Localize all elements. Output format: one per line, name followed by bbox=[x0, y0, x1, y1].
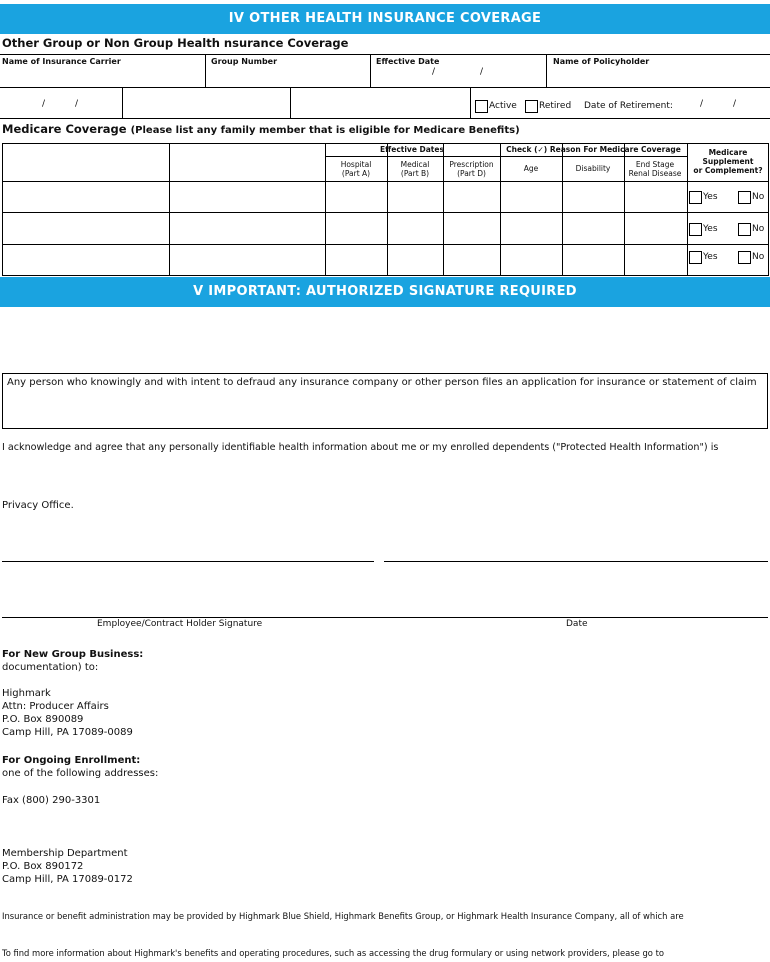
date-slash: / bbox=[700, 99, 704, 109]
supplement-label: Medicare Supplement or Complement? bbox=[693, 148, 763, 175]
section-v-banner: V IMPORTANT: AUTHORIZED SIGNATURE REQUIRED bbox=[0, 277, 770, 307]
ongoing-text: one of the following addresses: bbox=[2, 768, 159, 779]
address-line: P.O. Box 890089 bbox=[2, 714, 84, 725]
supplement-yes-checkbox[interactable] bbox=[689, 251, 702, 264]
address-line: Highmark bbox=[2, 688, 51, 699]
table-cell[interactable] bbox=[625, 213, 688, 245]
effective-date-field[interactable] bbox=[371, 54, 546, 87]
table-cell[interactable] bbox=[563, 213, 625, 245]
supplement-no-checkbox[interactable] bbox=[738, 251, 751, 264]
end-stage-label: End Stage Renal Disease bbox=[628, 160, 682, 178]
effective-dates-header: Effective Dates bbox=[380, 145, 444, 154]
date-line bbox=[384, 561, 768, 562]
no-label: No bbox=[752, 192, 765, 202]
effective-date-label: Effective Date bbox=[376, 57, 440, 66]
supplement-yes-checkbox[interactable] bbox=[689, 191, 702, 204]
address-line: Attn: Producer Affairs bbox=[2, 701, 109, 712]
table-cell[interactable] bbox=[444, 245, 501, 276]
new-group-heading: For New Group Business: bbox=[2, 649, 144, 660]
id-number-field[interactable] bbox=[123, 88, 290, 118]
table-cell[interactable] bbox=[388, 245, 444, 276]
table-cell[interactable] bbox=[625, 182, 688, 213]
member-id-header bbox=[170, 144, 326, 182]
disability-label: Disability bbox=[575, 164, 611, 173]
age-label: Age bbox=[523, 164, 539, 173]
table-cell[interactable] bbox=[563, 245, 625, 276]
active-checkbox[interactable] bbox=[475, 100, 488, 113]
table-cell[interactable] bbox=[326, 182, 388, 213]
table-cell[interactable] bbox=[170, 245, 326, 276]
medicare-title bbox=[2, 122, 520, 136]
divider bbox=[0, 118, 770, 119]
address-line: Camp Hill, PA 17089-0172 bbox=[2, 874, 133, 885]
table-cell[interactable] bbox=[3, 245, 170, 276]
date-slash: / bbox=[432, 67, 436, 77]
signature-field[interactable] bbox=[2, 572, 768, 616]
supplement-yes-checkbox[interactable] bbox=[689, 223, 702, 236]
address-line: Camp Hill, PA 17089-0089 bbox=[2, 727, 133, 738]
table-cell[interactable] bbox=[3, 182, 170, 213]
new-group-text: documentation) to: bbox=[2, 662, 99, 673]
table-cell[interactable] bbox=[444, 213, 501, 245]
acknowledge-text: I acknowledge and agree that any personally identifiable health information about me or my enrolled dependents ("Protected Health Information") is bbox=[2, 442, 719, 453]
birth-date-field[interactable] bbox=[0, 88, 122, 118]
footer-text: Insurance or benefit administration may be provided by Highmark Blue Shield, Highmark Benefits Group, or Highmark Health Insurance Company, all of which are bbox=[2, 911, 684, 921]
supplement-no-checkbox[interactable] bbox=[738, 223, 751, 236]
date-slash: / bbox=[75, 99, 79, 109]
group-number-label: Group Number bbox=[211, 57, 278, 66]
date-label: Date bbox=[566, 619, 588, 629]
policyholder-field[interactable] bbox=[547, 54, 770, 87]
address-line: Membership Department bbox=[2, 848, 128, 859]
fraud-notice-text: Any person who knowingly and with intent to defraud any insurance company or other person files an application for insurance or statement of claim bbox=[7, 377, 757, 388]
hospital-label: Hospital (Part A) bbox=[340, 160, 372, 178]
table-cell[interactable] bbox=[625, 245, 688, 276]
check-reason-header: Check (✓) Reason For Medicare Coverage bbox=[506, 145, 681, 154]
privacy-office-text: Privacy Office. bbox=[2, 500, 74, 511]
yes-label: Yes bbox=[703, 192, 718, 202]
table-cell[interactable] bbox=[501, 213, 563, 245]
prescription-label: Prescription (Part D) bbox=[449, 160, 494, 178]
medicare-title-main: Medicare Coverage bbox=[2, 122, 127, 136]
retirement-date-label: Date of Retirement: bbox=[584, 101, 673, 111]
divider bbox=[325, 156, 687, 157]
no-label: No bbox=[752, 224, 765, 234]
member-name-header bbox=[3, 144, 170, 182]
ongoing-heading: For Ongoing Enrollment: bbox=[2, 755, 141, 766]
table-cell[interactable] bbox=[326, 213, 388, 245]
table-cell[interactable] bbox=[170, 182, 326, 213]
address-line: P.O. Box 890172 bbox=[2, 861, 84, 872]
active-label: Active bbox=[489, 101, 517, 111]
signature-line bbox=[2, 617, 768, 618]
supplement-no-checkbox[interactable] bbox=[738, 191, 751, 204]
retired-label: Retired bbox=[539, 101, 572, 111]
fax-number: Fax (800) 290-3301 bbox=[2, 795, 101, 806]
table-cell[interactable] bbox=[3, 213, 170, 245]
no-label: No bbox=[752, 252, 765, 262]
yes-label: Yes bbox=[703, 252, 718, 262]
table-cell[interactable] bbox=[501, 182, 563, 213]
table-cell[interactable] bbox=[326, 245, 388, 276]
table-cell[interactable] bbox=[444, 182, 501, 213]
section-iv-banner: IV OTHER HEALTH INSURANCE COVERAGE bbox=[0, 4, 770, 34]
table-cell[interactable] bbox=[388, 182, 444, 213]
table-cell[interactable] bbox=[388, 213, 444, 245]
retired-checkbox[interactable] bbox=[525, 100, 538, 113]
carrier-label: Name of Insurance Carrier bbox=[2, 57, 121, 66]
table-cell[interactable] bbox=[170, 213, 326, 245]
footer-text: To find more information about Highmark's benefits and operating procedures, such as accessing the drug formulary or using network providers, please go to bbox=[2, 948, 664, 958]
signature-line bbox=[2, 561, 374, 562]
table-cell[interactable] bbox=[563, 182, 625, 213]
date-slash: / bbox=[480, 67, 484, 77]
relationship-field[interactable] bbox=[291, 88, 470, 118]
medical-label: Medical (Part B) bbox=[400, 160, 430, 178]
divider bbox=[470, 87, 471, 118]
other-coverage-title: Other Group or Non Group Health nsurance Coverage bbox=[2, 36, 349, 50]
yes-label: Yes bbox=[703, 224, 718, 234]
policyholder-label: Name of Policyholder bbox=[553, 57, 650, 66]
group-number-field[interactable] bbox=[206, 54, 370, 87]
medicare-subtitle: (Please list any family member that is eligible for Medicare Benefits) bbox=[130, 125, 520, 136]
signature-label: Employee/Contract Holder Signature bbox=[97, 619, 263, 629]
date-slash: / bbox=[42, 99, 46, 109]
table-cell[interactable] bbox=[501, 245, 563, 276]
date-slash: / bbox=[733, 99, 737, 109]
carrier-field[interactable] bbox=[0, 54, 205, 87]
